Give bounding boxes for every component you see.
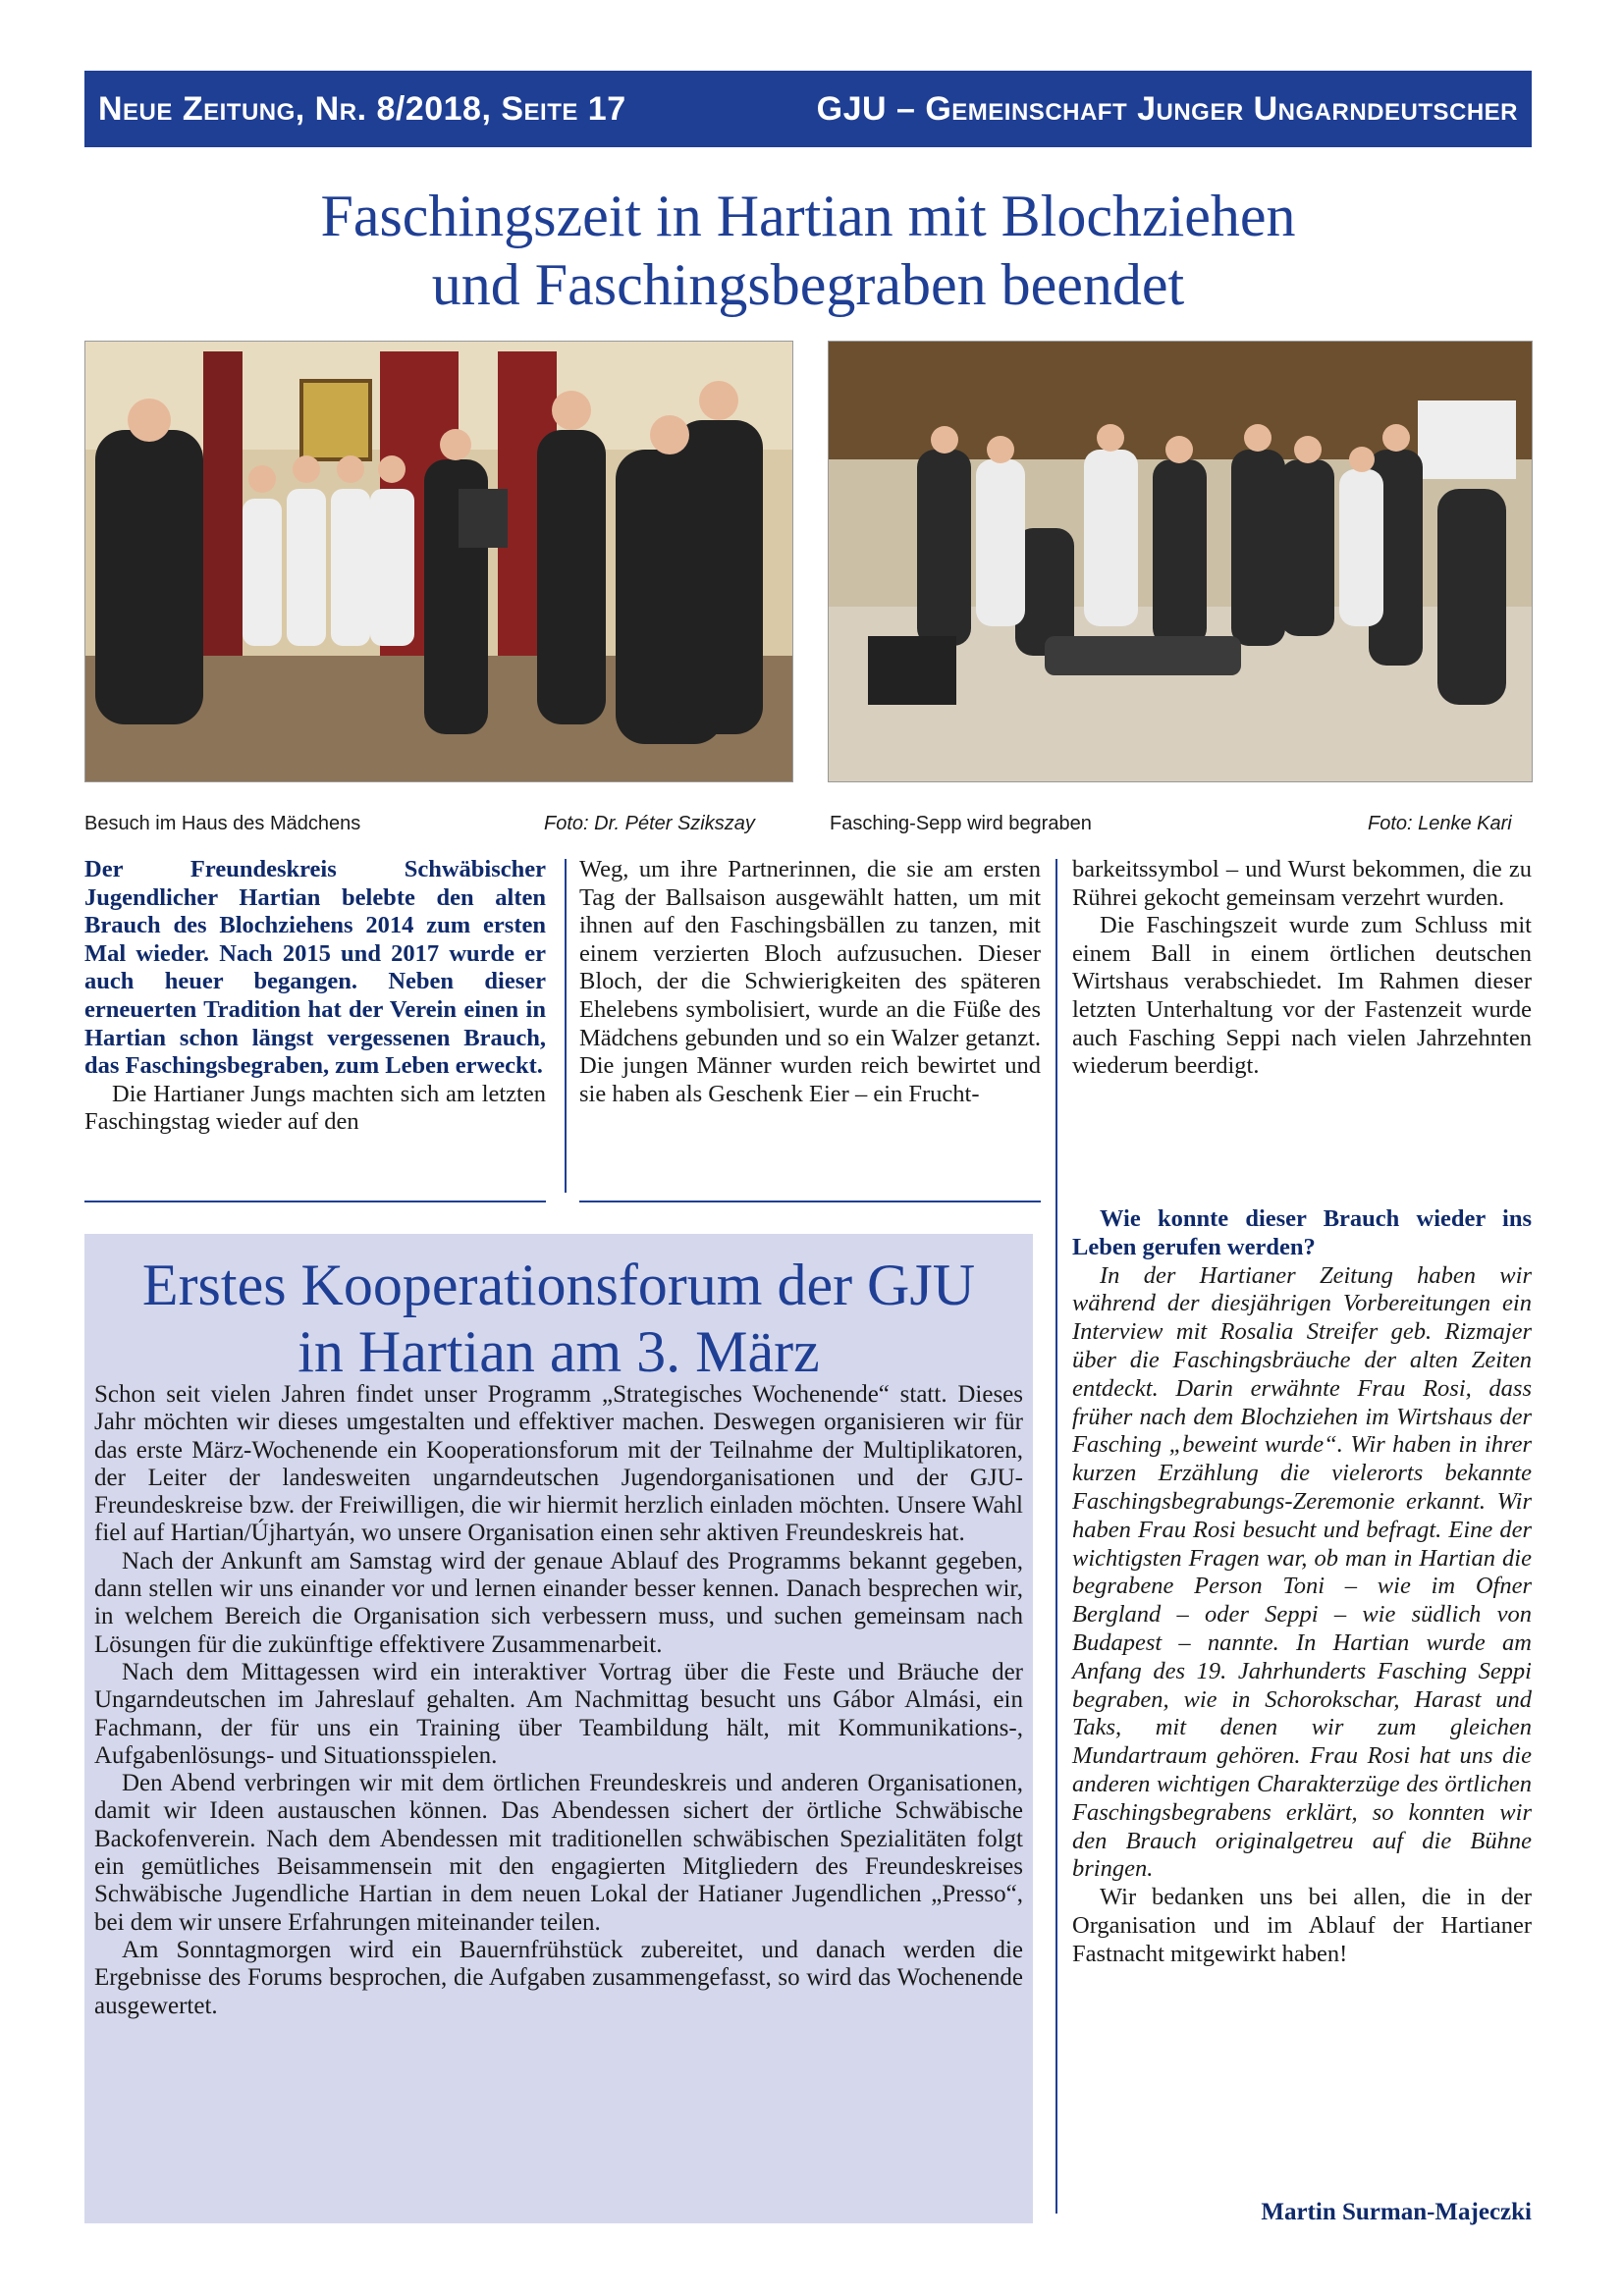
forum-article-box bbox=[84, 1234, 1033, 2223]
column-bottom-rule-1 bbox=[84, 1201, 546, 1202]
article1-column-3 bbox=[1072, 856, 1532, 1081]
forum-paragraph-4: Den Abend verbringen wir mit dem örtlichen Freundeskreis und anderen Organisationen, damit wir Ideen austauschen können. Das Abendessen sichert der örtliche Schwäbische Backofenverein. Nach dem Abendessen mit traditionellen schwäbischen Spezialitäten folgt ein gemütliches Beisammensein mit den engagierten Mitgliedern des Freundeskreises Schwäbische Jugendliche Hartian in dem neuen Lokal der Hatianer Jugendlichen „Presso“, bei dem wir unsere Erfahrungen miteinander teilen. bbox=[94, 1770, 1023, 1936]
article1-column-2 bbox=[579, 856, 1041, 1108]
thanks-paragraph: Wir bedanken uns bei allen, die in der Organisation und im Ablauf der Hartianer Fastnacht mitgewirkt haben! bbox=[1072, 1884, 1532, 1967]
column-divider-2 bbox=[1055, 859, 1057, 2214]
photo-fasching-burial bbox=[828, 341, 1533, 782]
photo2-credit: Foto: Lenke Kari bbox=[1368, 813, 1512, 834]
headline-line-2: und Faschingsbegraben beendet bbox=[431, 252, 1185, 317]
forum-paragraph-3: Nach dem Mittagessen wird ein interaktiver Vortrag über die Feste und Bräuche der Ungarndeutschen im Jahreslauf gehalten. Am Nachmittag besucht uns Gábor Almási, ein Fachmann, der für uns ein Training über Teambildung hält, mit Kommunikations-, Aufgabenlösungs- und Situationsspielen. bbox=[94, 1658, 1023, 1769]
interview-subheading: Wie konnte dieser Brauch wieder ins Leben gerufen werden? bbox=[1072, 1205, 1532, 1260]
article1-col1-paragraph: Die Hartianer Jungs machten sich am letzten Faschingstag wieder auf den bbox=[84, 1080, 546, 1136]
article1-column-1 bbox=[84, 856, 546, 1137]
forum-headline-line-1: Erstes Kooperationsforum der GJU bbox=[141, 1253, 976, 1317]
section-title: GJU – Gemeinschaft Junger Ungarndeutscher bbox=[816, 89, 1518, 128]
forum-headline bbox=[84, 1252, 1033, 1385]
article1-lead: Der Freundeskreis Schwäbischer Jugendlicher Hartian belebte den alten Brauch des Blochziehens 2014 zum ersten Mal wieder. Nach 2015 und 2017 wurde er auch heuer begangen. Neben dieser erneuerten Tradition hat der Verein einen in Hartian schon längst vergessenen Brauch, das Faschingsbegraben, zum Leben erweckt. bbox=[84, 856, 546, 1080]
article-author: Martin Surman-Majeczki bbox=[1261, 2199, 1532, 2225]
column-bottom-rule-2 bbox=[579, 1201, 1041, 1202]
photo-fasching-burial-image bbox=[829, 342, 1532, 781]
forum-paragraph-2: Nach der Ankunft am Samstag wird der genaue Ablauf des Programms bekannt gegeben, dann stellen wir uns einander vor und lernen einander besser kennen. Danach besprechen wir, in welchem Bereich die Organisation sich verbessern muss, und suchen gemeinsam nach Lösungen für die zukünftige effektivere Zusammenarbeit. bbox=[94, 1547, 1023, 1658]
forum-headline-line-2: in Hartian am 3. März bbox=[298, 1319, 820, 1384]
issue-info: Neue Zeitung, Nr. 8/2018, Seite 17 bbox=[98, 89, 626, 128]
article1-sidebar bbox=[1072, 1205, 1532, 1969]
article1-col3-paragraph-2: Die Faschingszeit wurde zum Schluss mit einem Ball in einem örtlichen deutschen Wirtshaus verabschiedet. Im Rahmen dieser letzten Unterhaltung vor der Fastenzeit wurde auch Fasching Seppi nach vielen Jahrzehnten wiederum beerdigt. bbox=[1072, 912, 1532, 1080]
column-divider-1 bbox=[565, 859, 567, 1193]
article-headline bbox=[84, 182, 1532, 319]
forum-body bbox=[94, 1381, 1023, 2020]
photo2-caption: Fasching-Sepp wird begraben bbox=[830, 813, 1092, 834]
article1-col3-paragraph-1: barkeitssymbol – und Wurst bekommen, die zu Rührei gekocht gemeinsam verzehrt wurden. bbox=[1072, 856, 1532, 911]
photo1-caption: Besuch im Haus des Mädchens bbox=[84, 813, 361, 834]
headline-line-1: Faschingszeit in Hartian mit Blochziehen bbox=[320, 184, 1296, 248]
article1-col2-paragraph: Weg, um ihre Partnerinnen, die sie am ersten Tag der Ballsaison ausgewählt hatten, um mit ihnen auf den Faschingsbällen zu tanzen, mit einem verzierten Bloch aufzusuchen. Dieser Bloch, der die Schwierigkeiten des späteren Ehelebens symbolisiert, wurde an die Füße des Mädchens gebunden und so ein Walzer getanzt. Die jungen Männer wurden reich bewirtet und sie haben als Geschenk Eier – ein Frucht- bbox=[579, 856, 1041, 1107]
photo1-credit: Foto: Dr. Péter Szikszay bbox=[544, 813, 755, 834]
page-header bbox=[84, 71, 1532, 147]
photo-girls-house bbox=[84, 341, 793, 782]
photo-girls-house-image bbox=[85, 342, 792, 781]
interview-paragraph: In der Hartianer Zeitung haben wir während der diesjährigen Vorbereitungen ein Interview mit Rosalia Streifer geb. Rizmajer über die Faschingsbräuche der alten Zeiten entdeckt. Darin erwähnte Frau Rosi, dass früher nach dem Blochziehen im Wirtshaus der Fasching „beweint wurde“. Wir haben in ihrer kurzen Erzählung die vielerorts bekannte Faschingsbegrabungs-Zeremonie erkannt. Wir haben Frau Rosi besucht und befragt. Eine der wichtigsten Fragen war, ob man in Hartian die begrabene Person Toni – wie im Ofner Bergland – oder Seppi – wie südlich von Budapest – nannte. In Hartian wurde am Anfang des 19. Jahrhunderts Fasching Seppi begraben, wie in Schorokschar, Harast und Taks, mit denen wir zum gleichen Mundartraum gehören. Frau Rosi hat uns die anderen wichtigen Charakterzüge des örtlichen Faschingsbegrabens erklärt, so konnten wir den Brauch originalgetreu auf die Bühne bringen. bbox=[1072, 1261, 1532, 1883]
forum-paragraph-1: Schon seit vielen Jahren findet unser Programm „Strategisches Wochenende“ statt. Dieses Jahr möchten wir dieses umgestalten und effektiver machen. Deswegen organisieren wir für das erste März-Wochenende ein Kooperationsforum mit der Teilnahme der Multiplikatoren, der Leiter der landesweiten ungarndeutschen Jugendorganisationen und der GJU-Freundeskreise bzw. der Freiwilligen, die wir hiermit herzlich einladen möchten. Unsere Wahl fiel auf Hartian/Újhartyán, wo unsere Organisation einen sehr aktiven Freundeskreis hat. bbox=[94, 1381, 1023, 1547]
forum-paragraph-5: Am Sonntagmorgen wird ein Bauernfrühstück zubereitet, und danach werden die Ergebnisse des Forums besprochen, die Aufgaben zusammengefasst, so wird das Wochenende ausgewertet. bbox=[94, 1936, 1023, 2019]
